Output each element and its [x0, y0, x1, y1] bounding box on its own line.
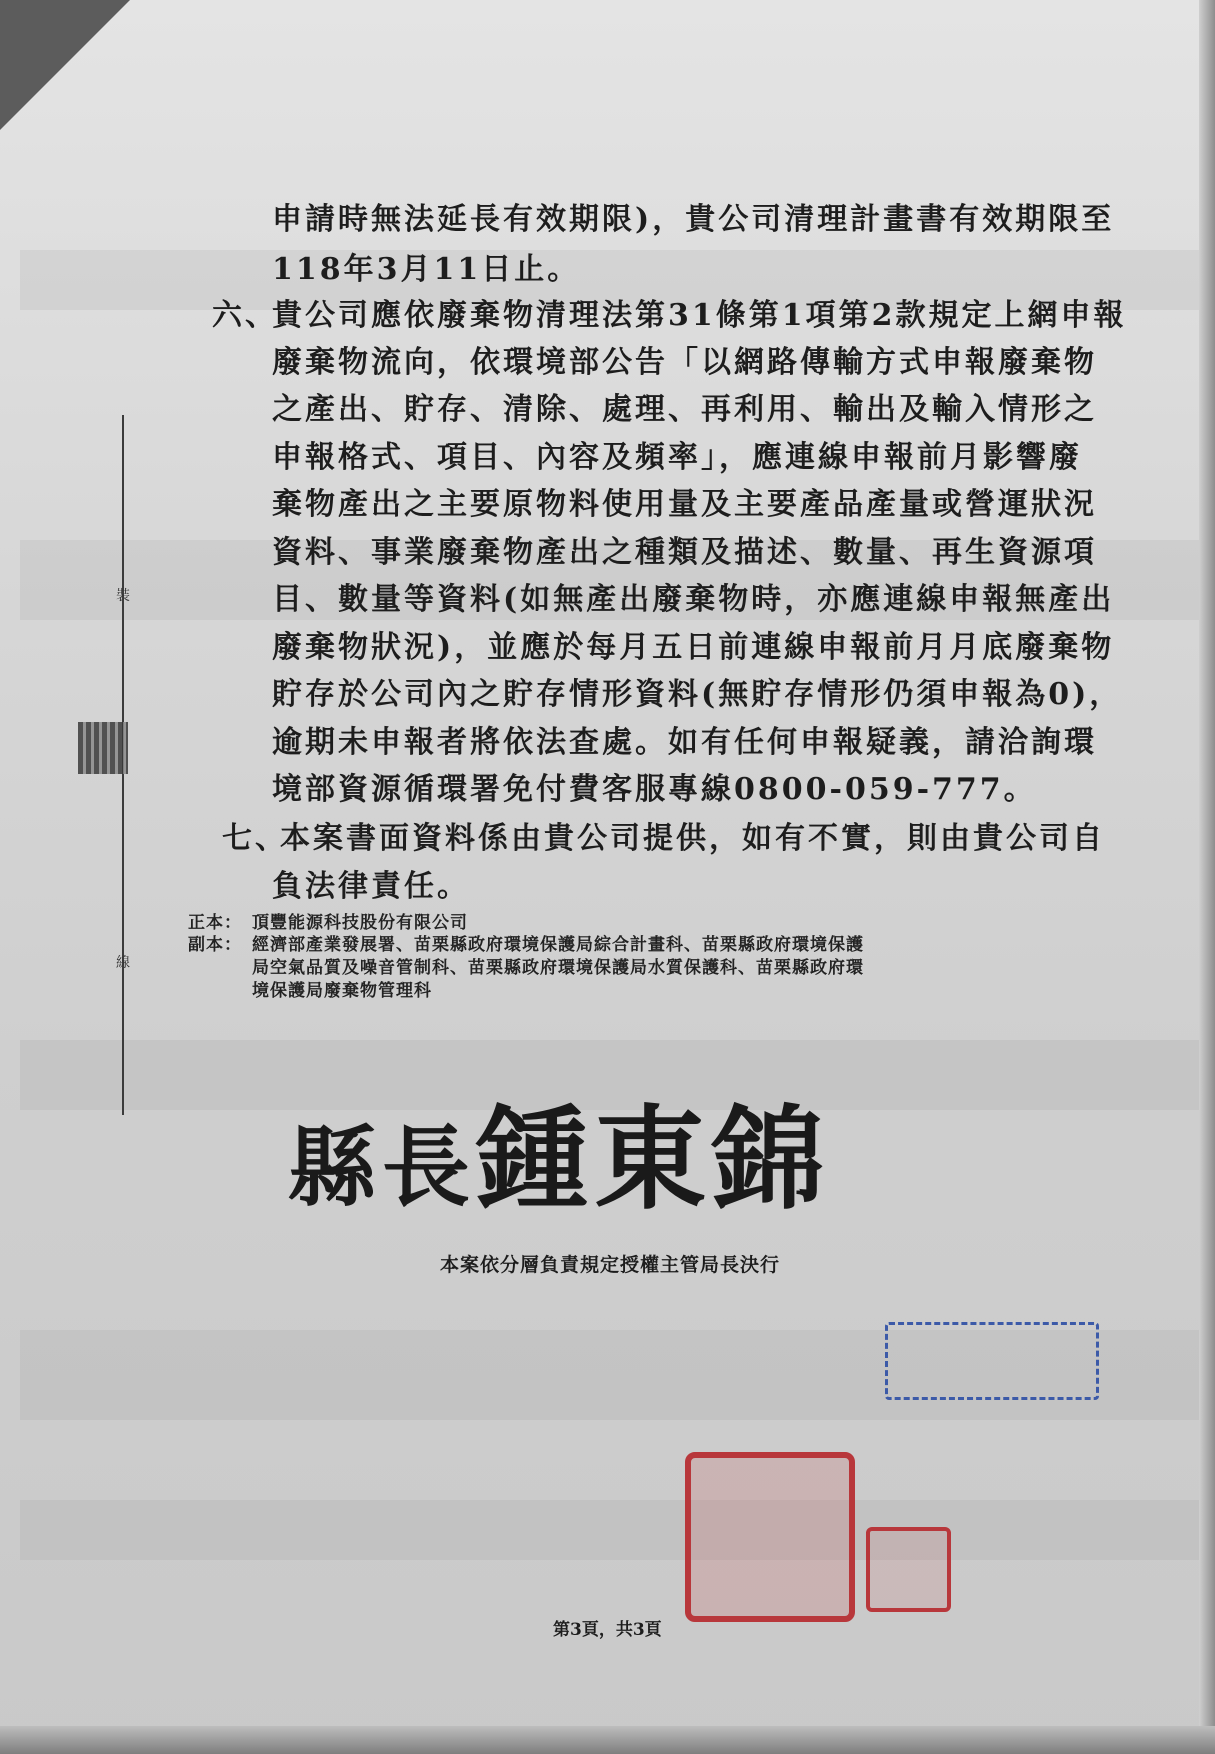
mayor-title: 縣長 — [288, 1115, 477, 1219]
copy-recipient-label: 副本： — [188, 935, 242, 955]
body-line-10: 廢棄物狀況)，並應於每月五日前連線申報前月月底廢棄物 — [272, 630, 1115, 665]
body-line-12: 逾期未申報者將依法查處。如有任何申報疑義，請洽詢環 — [272, 725, 1097, 760]
body-line-7: 棄物產出之主要原物料使用量及主要產品產量或營運狀況 — [272, 487, 1097, 522]
copy-recipient-line-3: 境保護局廢棄物管理科 — [252, 981, 432, 1001]
body-line-4: 廢棄物流向，依環境部公告「以網路傳輸方式申報廢棄物 — [272, 345, 1097, 380]
mayor-name: 鍾東錦 — [476, 1094, 831, 1225]
body-line-5: 之產出、貯存、清除、處理、再利用、輸出及輸入情形之 — [272, 392, 1097, 427]
body-line-6: 申報格式、項目、內容及頻率」，應連線申報前月影響廢 — [272, 440, 1082, 475]
copy-recipient-line-1: 經濟部產業發展署、苗栗縣政府環境保護局綜合計畫科、苗栗縣政府環境保護 — [252, 935, 864, 955]
binding-label-top: 裝 — [116, 588, 130, 604]
page-footer: 第3頁，共3頁 — [553, 1620, 662, 1640]
body-line-2: 118年3月11日止。 — [272, 252, 581, 287]
body-line-1: 申請時無法延長有效期限)，貴公司清理計畫書有效期限至 — [272, 202, 1115, 237]
original-recipient: 頂豐能源科技股份有限公司 — [252, 913, 468, 933]
mayor-signature — [288, 1070, 830, 1231]
folded-corner — [0, 0, 130, 130]
body-line-11: 貯存於公司內之貯存情形資料(無貯存情形仍須申報為0)， — [272, 677, 1123, 712]
item-marker-seven: 七、 — [222, 821, 288, 856]
certified-copy-stamp — [885, 1322, 1099, 1400]
item-marker-six: 六、 — [212, 298, 278, 333]
body-line-3: 貴公司應依廢棄物清理法第31條第1項第2款規定上網申報 — [272, 298, 1127, 333]
official-seal-small — [866, 1527, 951, 1612]
body-line-15: 負法律責任。 — [272, 869, 470, 904]
original-recipient-label: 正本： — [188, 913, 242, 933]
paper-edge-right — [1199, 0, 1215, 1754]
paper-edge-bottom — [0, 1726, 1215, 1754]
authorization-note: 本案依分層負責規定授權主管局長決行 — [440, 1254, 781, 1276]
body-line-9: 目、數量等資料(如無產出廢棄物時，亦應連線申報無產出 — [272, 582, 1115, 617]
binding-label-bottom: 線 — [116, 955, 130, 971]
body-line-14: 本案書面資料係由貴公司提供，如有不實，則由貴公司自 — [280, 821, 1105, 856]
body-line-8: 資料、事業廢棄物產出之種類及描述、數量、再生資源項 — [272, 535, 1097, 570]
copy-recipient-line-2: 局空氣品質及噪音管制科、苗栗縣政府環境保護局水質保護科、苗栗縣政府環 — [252, 958, 864, 978]
binding-seal-mark — [78, 722, 128, 774]
official-seal-large — [685, 1452, 855, 1622]
body-line-13: 境部資源循環署免付費客服專線0800-059-777。 — [272, 772, 1037, 807]
